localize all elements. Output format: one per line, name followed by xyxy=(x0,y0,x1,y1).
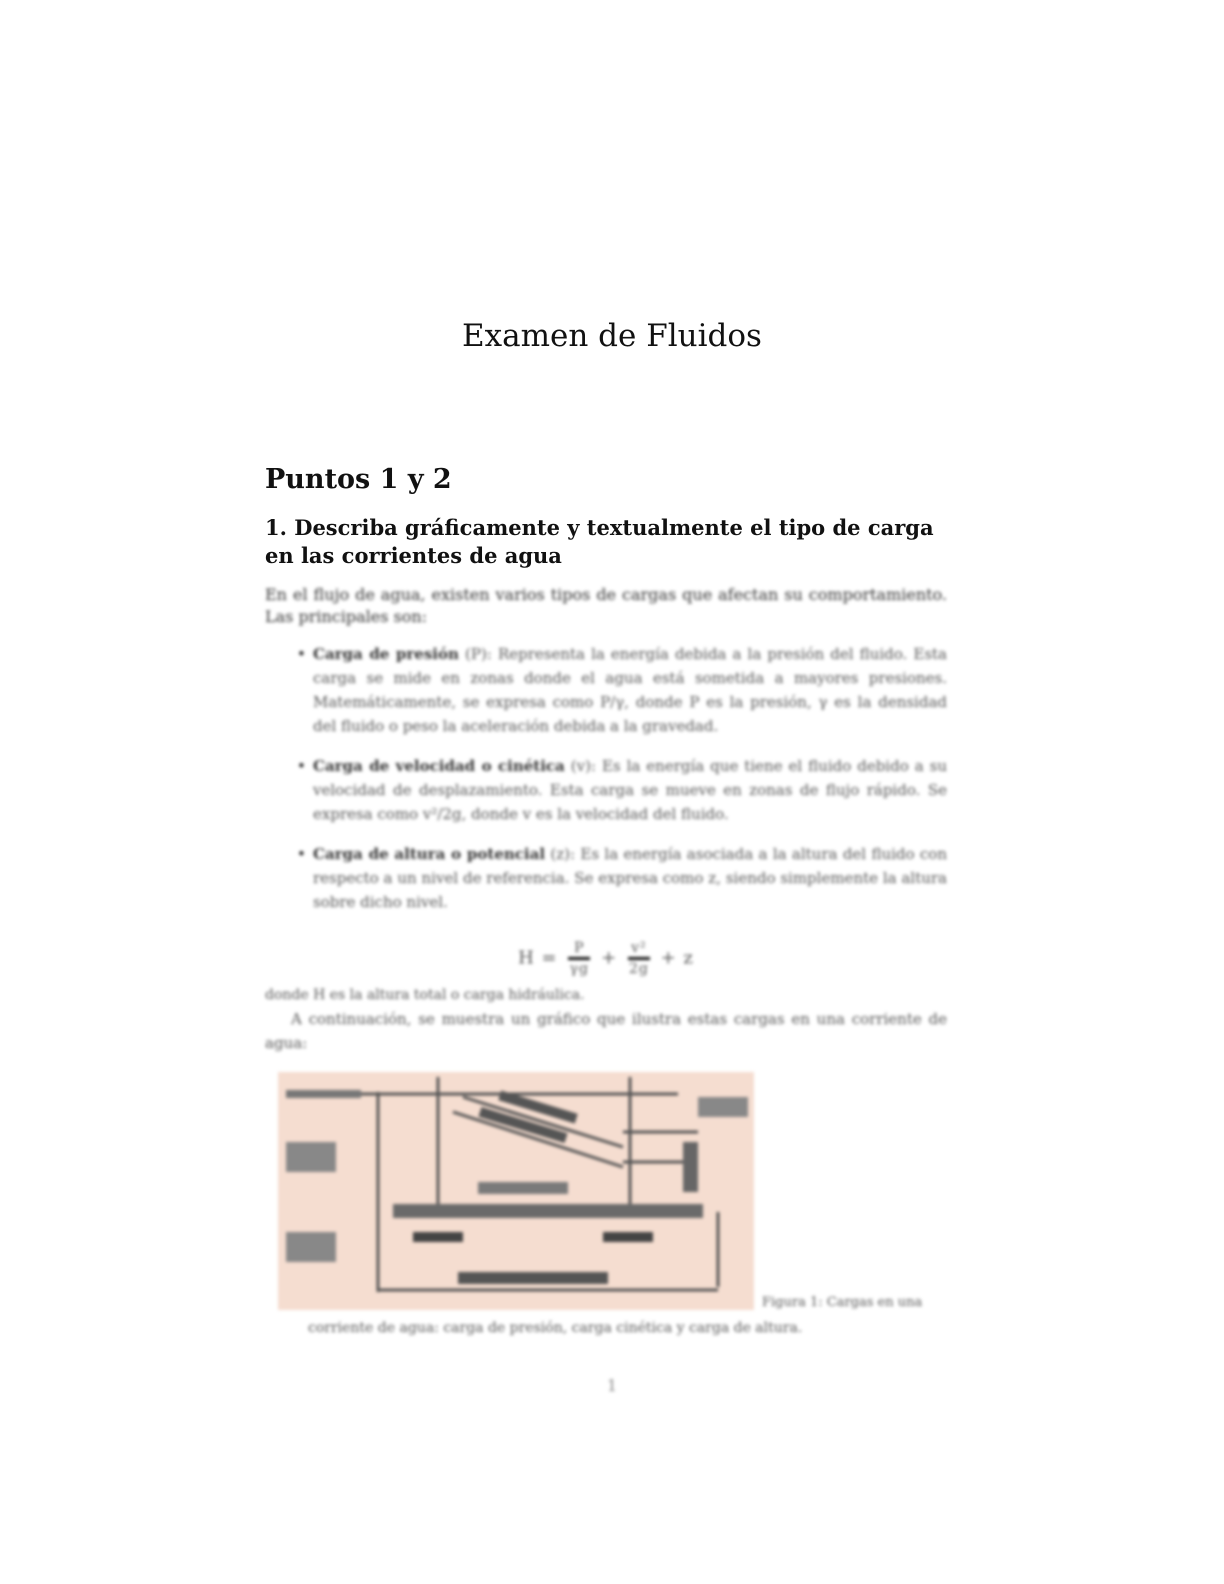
figure-hydraulic-loads xyxy=(278,1072,754,1310)
fraction-numerator: P xyxy=(574,940,585,956)
bullet-icon: • xyxy=(297,845,306,863)
fraction-denominator: 2g xyxy=(628,961,649,977)
item-text: (z): Es la energía asociada a la altura del fluido con respecto a un nivel de referencia. Se expresa como z, siendo simplemente la altura sobre dicho nivel. xyxy=(313,845,947,911)
charge-list xyxy=(265,642,947,914)
hydraulic-diagram xyxy=(278,1072,754,1310)
section-heading: Puntos 1 y 2 xyxy=(265,464,452,495)
equation-fraction-velocity xyxy=(628,940,650,977)
fraction-numerator: v² xyxy=(631,940,647,956)
fraction-denominator: γg xyxy=(569,961,590,977)
main-content xyxy=(265,462,947,1055)
figure-caption-end: corriente de agua: carga de presión, carga cinética y carga de altura. xyxy=(308,1320,803,1336)
figure-intro: A continuación, se muestra un gráfico que ilustra estas cargas en una corriente de agua: xyxy=(265,1010,947,1052)
page-title: Examen de Fluidos xyxy=(462,318,762,354)
fraction-bar xyxy=(568,957,590,960)
page-number: 1 xyxy=(606,1376,618,1395)
item-term: Carga de velocidad o cinética xyxy=(313,757,565,775)
item-term: Carga de presión xyxy=(313,645,459,663)
equation-lhs: H = xyxy=(518,947,558,969)
bullet-icon: • xyxy=(297,645,306,663)
item-text: (v): Es la energía que tiene el fluido debido a su velocidad de desplazamiento. Esta carga se mueve en zonas de flujo rápido. Se expresa como v²/2g, donde v es la velocidad del fluido. xyxy=(313,757,947,823)
equation-explanation: donde H es la altura total o carga hidráulica. xyxy=(265,987,585,1003)
item-term: Carga de altura o potencial xyxy=(313,845,546,863)
list-item xyxy=(297,842,947,914)
equation: H = $\frac{P}{\gamma g}$ + $\frac{\text{v²}}{2g}$ + z xyxy=(518,940,694,977)
intro-paragraph: En el flujo de agua, existen varios tipos de cargas que afectan su comportamiento. Las principales son: xyxy=(265,585,947,626)
list-item xyxy=(297,754,947,826)
equation-fraction-pressure xyxy=(568,940,590,977)
equation-tail: + z xyxy=(660,947,694,969)
bullet-icon: • xyxy=(297,757,306,775)
fraction-bar xyxy=(628,957,650,960)
list-item xyxy=(297,642,947,738)
subsection-heading: 1. Describa gráficamente y textualmente el tipo de carga en las corrientes de agua xyxy=(265,515,934,568)
figure-caption-start: Figura 1: Cargas en una xyxy=(762,1295,923,1310)
item-text: (P): Representa la energía debida a la presión del fluido. Esta carga se mide en zonas donde el agua está sometida a mayores presiones. Matemáticamente, se expresa como P/γ, donde P es la presión, γ es la densidad del fluido o peso la aceleración debida a la gravedad. xyxy=(313,645,947,735)
